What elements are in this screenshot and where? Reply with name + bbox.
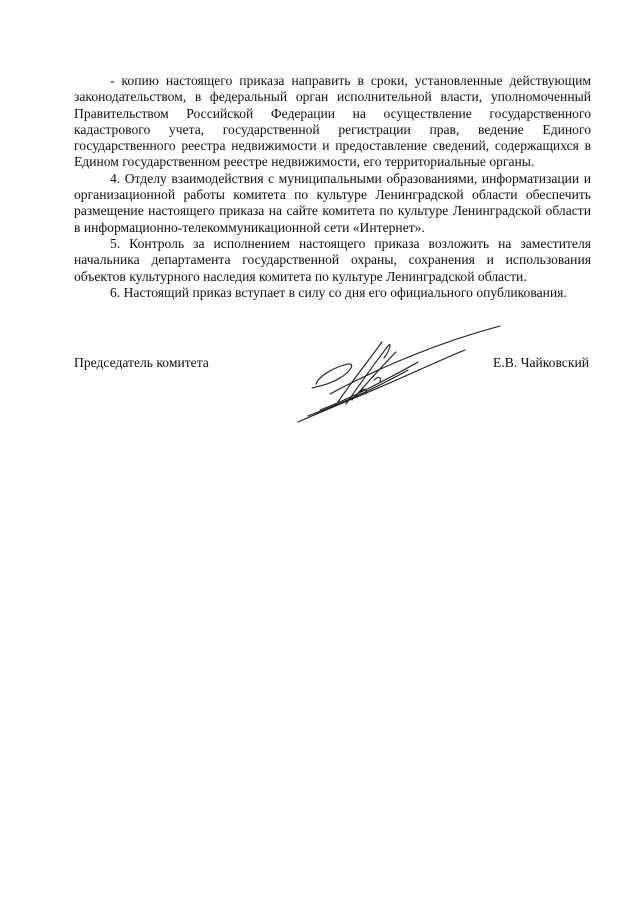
paragraph-item-6: 6. Настоящий приказ вступает в силу со дня его официального опубликования. bbox=[110, 284, 567, 300]
signatory-name: Е.В. Чайковский bbox=[493, 355, 589, 370]
paragraph-item-5: 5. Контроль за исполнением настоящего приказа возложить на заместителя начальника департамента государственной охраны, сохранения и использования объектов культурного наследия комитета по культуре Ленинградской области. bbox=[74, 235, 591, 284]
signatory-title: Председатель комитета bbox=[74, 355, 209, 370]
paragraph-copy-order: - копию настоящего приказа направить в сроки, установленные действующим законодательством, в федеральный орган исполнительной власти, уполномоченный Правительством Российской Федерации на осуществление государственного кадастрового учета, государственной регистрации прав, ведение Единого государственного реестра недвижимости и предоставление сведений, содержащихся в Едином государственном реестре недвижимости, его территориальные органы. bbox=[74, 73, 591, 170]
handwritten-signature bbox=[290, 322, 505, 427]
paragraph-item-4: 4. Отделу взаимодействия с муниципальными образованиями, информатизации и организационной работы комитета по культуре Ленинградской области обеспечить размещение настоящего приказа на сайте комитета по культуре Ленинградской области в информационно-телекоммуникационной сети «Интернет». bbox=[74, 170, 591, 235]
document-body bbox=[74, 73, 591, 301]
